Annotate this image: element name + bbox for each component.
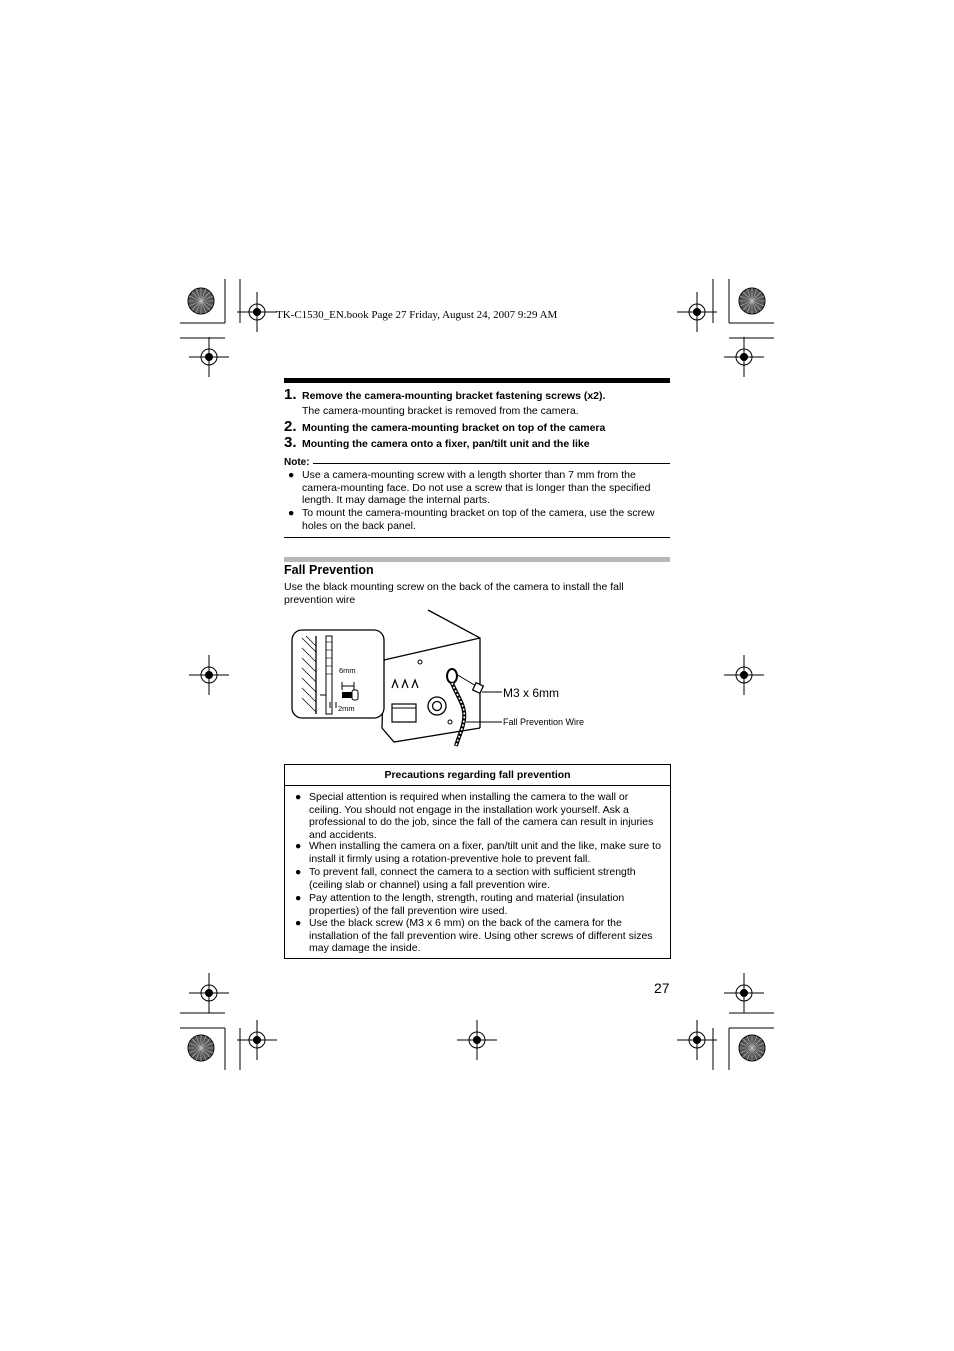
- bullet-icon: ●: [295, 840, 302, 852]
- step-text: Remove the camera-mounting bracket fastening screws (x2).: [302, 390, 606, 402]
- fall-prevention-diagram: [284, 608, 584, 748]
- step-number: 3.: [284, 434, 297, 451]
- step-2: [284, 418, 605, 435]
- step-1-result: The camera-mounting bracket is removed from the camera.: [302, 405, 579, 417]
- step-number: 2.: [284, 418, 297, 435]
- step-text: Mounting the camera onto a fixer, pan/tilt unit and the like: [302, 438, 590, 450]
- note-label: Note:: [284, 457, 310, 468]
- step-3: [284, 434, 590, 451]
- precaution-text: To prevent fall, connect the camera to a section with sufficient strength (ceiling slab or channel) using a fall prevention wire.: [309, 866, 636, 891]
- note-item-text: Use a camera-mounting screw with a length shorter than 7 mm from the camera-mounting face. Do not use a screw that is longer than the specified length. It may damage the internal parts.: [302, 469, 651, 506]
- step-1: [284, 386, 605, 403]
- bullet-icon: ●: [288, 469, 295, 481]
- bullet-icon: ●: [295, 892, 302, 904]
- bullet-icon: ●: [288, 507, 295, 519]
- precaution-item: [295, 892, 661, 917]
- section-title: Fall Prevention: [284, 563, 374, 577]
- precaution-item: [295, 791, 661, 841]
- step-text: Mounting the camera-mounting bracket on top of the camera: [302, 422, 606, 434]
- screw-callout: M3 x 6mm: [503, 686, 560, 700]
- section-intro: Use the black mounting screw on the back of the camera to install the fall prevention wire: [284, 581, 624, 606]
- precaution-text: When installing the camera on a fixer, pan/tilt unit and the like, make sure to install it firmly using a rotation-preventive hole to prevent fall.: [309, 840, 661, 865]
- precautions-box: [284, 764, 671, 959]
- precaution-text: Special attention is required when installing the camera to the wall or ceiling. You should not engage in the installation work yourself. Ask a professional to do the job, since the fall of the camera can result in injuries and accidents.: [309, 791, 654, 841]
- dimension-2mm: 2mm: [338, 704, 355, 713]
- precaution-item: [295, 917, 661, 955]
- precaution-item: [295, 866, 661, 891]
- note-item-text: To mount the camera-mounting bracket on top of the camera, use the screw holes on the back panel.: [302, 507, 655, 532]
- note-top-rule: [313, 463, 670, 464]
- precautions-title: Precautions regarding fall prevention: [285, 765, 670, 786]
- section-grey-rule: [284, 557, 670, 562]
- book-file-info: TK-C1530_EN.book Page 27 Friday, August 24, 2007 9:29 AM: [276, 309, 558, 321]
- precaution-text: Pay attention to the length, strength, routing and material (insulation properties) of the fall prevention wire used.: [309, 892, 625, 917]
- note-item: [288, 469, 672, 507]
- wire-callout: Fall Prevention Wire: [503, 717, 585, 727]
- section-top-rule: [284, 378, 670, 383]
- bullet-icon: ●: [295, 917, 302, 929]
- page-number: 27: [654, 980, 670, 996]
- precaution-text: Use the black screw (M3 x 6 mm) on the back of the camera for the installation of the fall prevention wire. Using other screws of different sizes may damage the inside.: [309, 917, 653, 954]
- note-bottom-rule: [284, 537, 670, 538]
- note-item: [288, 507, 672, 532]
- dimension-6mm: 6mm: [339, 666, 356, 675]
- bullet-icon: ●: [295, 791, 302, 803]
- bullet-icon: ●: [295, 866, 302, 878]
- step-number: 1.: [284, 386, 297, 403]
- precaution-item: [295, 840, 661, 865]
